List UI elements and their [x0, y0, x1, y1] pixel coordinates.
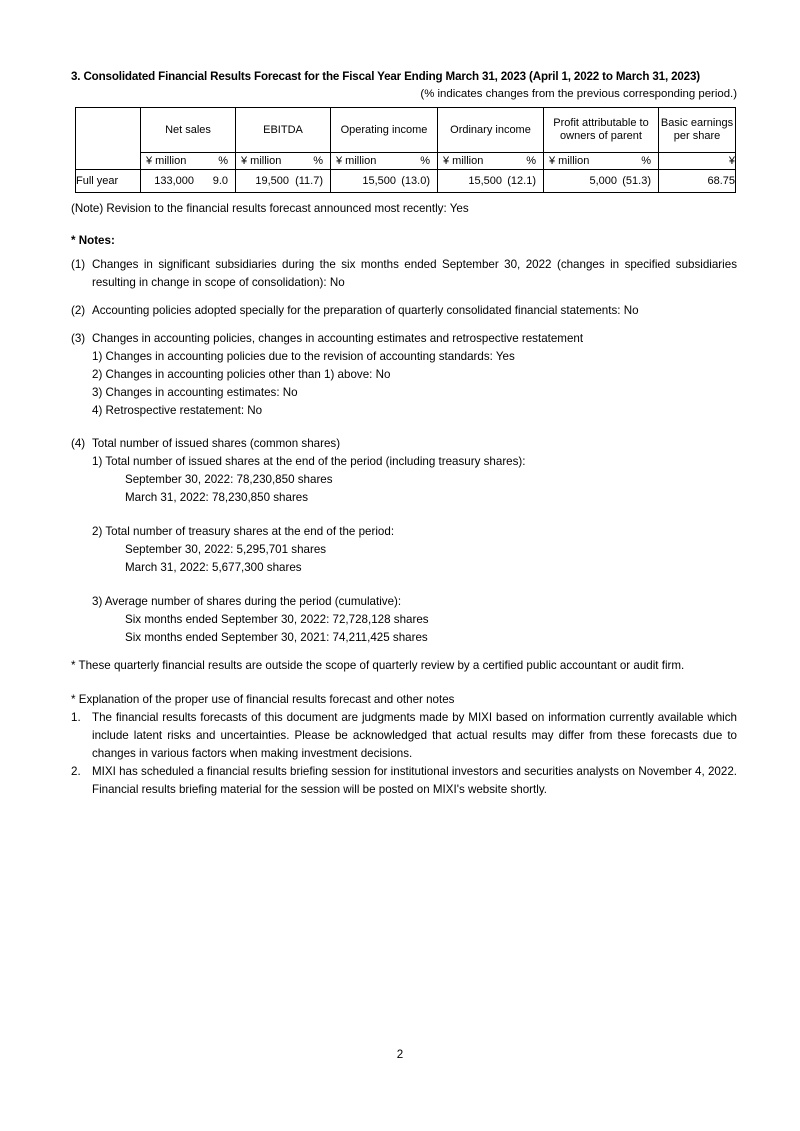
explanation-item-2 [71, 763, 737, 799]
header-row-metrics [76, 108, 736, 153]
note-4-text: Total number of issued shares (common shares) [92, 437, 341, 450]
unit-cell-ebitda [236, 153, 331, 170]
unit-percent: % [313, 154, 323, 167]
ordinary-income-change: (12.1) [507, 174, 536, 187]
share-group-average [92, 593, 737, 647]
note-3-number: (3) [71, 332, 86, 345]
share-line: September 30, 2022: 5,295,701 shares [125, 543, 327, 556]
corner-cell [76, 108, 141, 170]
value-net-sales [141, 170, 236, 193]
unit-cell-operating-income [331, 153, 438, 170]
explanation-2-text: MIXI has scheduled a financial results briefing session for institutional investors and securities analysts on November 4, 2022. Financial results briefing material for the session will be posted on MIXI's website shortly. [92, 765, 737, 796]
note-4-number: (4) [71, 437, 86, 450]
explanation-heading: * Explanation of the proper use of financial results forecast and other notes [71, 693, 455, 706]
quarterly-review-note: * These quarterly financial results are outside the scope of quarterly review by a certified public accountant or audit firm. [71, 659, 685, 672]
unit-yen-million: ¥ million [443, 154, 484, 167]
unit-yen-million: ¥ million [241, 154, 282, 167]
unit-cell-ordinary-income [438, 153, 544, 170]
share-line: September 30, 2022: 78,230,850 shares [125, 473, 333, 486]
header-row-units [76, 153, 736, 170]
value-basic-eps: 68.75 [659, 170, 736, 193]
unit-cell-profit [544, 153, 659, 170]
section-title: 3. Consolidated Financial Results Forecast for the Fiscal Year Ending March 31, 2023 (April 1, 2022 to March 31, 2023) [71, 70, 700, 83]
unit-yen-million: ¥ million [549, 154, 590, 167]
unit-cell-net-sales [141, 153, 236, 170]
header-profit-attributable: Profit attributable to owners of parent [544, 108, 659, 153]
share-group-treasury [92, 523, 737, 577]
note-3-subitem-2: 2) Changes in accounting policies other than 1) above: No [92, 368, 391, 381]
note-3-subitem-1: 1) Changes in accounting policies due to the revision of accounting standards: Yes [92, 350, 515, 363]
note-item-2 [71, 302, 737, 320]
forecast-row-full-year [76, 170, 736, 193]
row-label-full-year: Full year [76, 170, 141, 193]
value-profit-attributable [544, 170, 659, 193]
explanation-1-text: The financial results forecasts of this document are judgments made by MIXI based on information currently available which include latent risks and uncertainties. Please be acknowledged that actual results may differ from these forecasts due to changes in various factors when making investment decisions. [92, 711, 737, 760]
note-item-3 [71, 330, 737, 348]
share-line: Six months ended September 30, 2021: 74,211,425 shares [125, 631, 428, 644]
profit-change: (51.3) [622, 174, 651, 187]
unit-yen-million: ¥ million [146, 154, 187, 167]
share-group-heading: 2) Total number of treasury shares at the end of the period: [92, 525, 395, 538]
header-ordinary-income: Ordinary income [438, 108, 544, 153]
page-number: 2 [396, 1048, 404, 1061]
note-item-1 [71, 256, 737, 292]
note-3-subitems [92, 348, 737, 420]
header-basic-eps: Basic earnings per share [659, 108, 736, 153]
value-operating-income [331, 170, 438, 193]
note-3-text: Changes in accounting policies, changes in accounting estimates and retrospective restatement [92, 332, 584, 345]
ordinary-income-amount: 15,500 [468, 174, 502, 187]
share-line: March 31, 2022: 78,230,850 shares [125, 491, 309, 504]
explanation-1-number: 1. [71, 711, 81, 724]
share-line: March 31, 2022: 5,677,300 shares [125, 561, 302, 574]
note-4-groups [92, 453, 737, 647]
explanation-item-1 [71, 709, 737, 763]
note-1-text: Changes in significant subsidiaries during the six months ended September 30, 2022 (changes in specified subsidiaries resulting in change in scope of consolidation): No [92, 258, 737, 289]
profit-amount: 5,000 [589, 174, 617, 187]
revision-note: (Note) Revision to the financial results forecast announced most recently: Yes [71, 202, 469, 215]
header-operating-income: Operating income [331, 108, 438, 153]
note-item-4 [71, 435, 737, 453]
forecast-table [75, 107, 736, 193]
unit-yen-million: ¥ million [336, 154, 377, 167]
operating-income-change: (13.0) [401, 174, 430, 187]
unit-percent: % [526, 154, 536, 167]
note-3-subitem-3: 3) Changes in accounting estimates: No [92, 386, 298, 399]
value-ebitda [236, 170, 331, 193]
share-group-issued [92, 453, 737, 507]
ebitda-change: (11.7) [295, 174, 323, 187]
header-ebitda: EBITDA [236, 108, 331, 153]
note-3-subitem-4: 4) Retrospective restatement: No [92, 404, 263, 417]
unit-yen: ¥ [659, 153, 736, 170]
share-group-heading: 3) Average number of shares during the period (cumulative): [92, 595, 402, 608]
unit-percent: % [641, 154, 651, 167]
unit-percent: % [218, 154, 228, 167]
note-2-text: Accounting policies adopted specially for the preparation of quarterly consolidated financial statements: No [92, 304, 639, 317]
note-2-number: (2) [71, 304, 86, 317]
ebitda-amount: 19,500 [255, 174, 289, 187]
header-net-sales: Net sales [141, 108, 236, 153]
net-sales-change: 9.0 [212, 174, 228, 187]
notes-heading: * Notes: [71, 234, 115, 247]
net-sales-amount: 133,000 [154, 174, 194, 187]
explanation-2-number: 2. [71, 765, 81, 778]
note-1-number: (1) [71, 258, 86, 271]
table-caption-note: (% indicates changes from the previous corresponding period.) [420, 88, 737, 100]
share-group-heading: 1) Total number of issued shares at the end of the period (including treasury shares): [92, 455, 526, 468]
share-line: Six months ended September 30, 2022: 72,728,128 shares [125, 613, 429, 626]
value-ordinary-income [438, 170, 544, 193]
operating-income-amount: 15,500 [362, 174, 396, 187]
unit-percent: % [420, 154, 430, 167]
